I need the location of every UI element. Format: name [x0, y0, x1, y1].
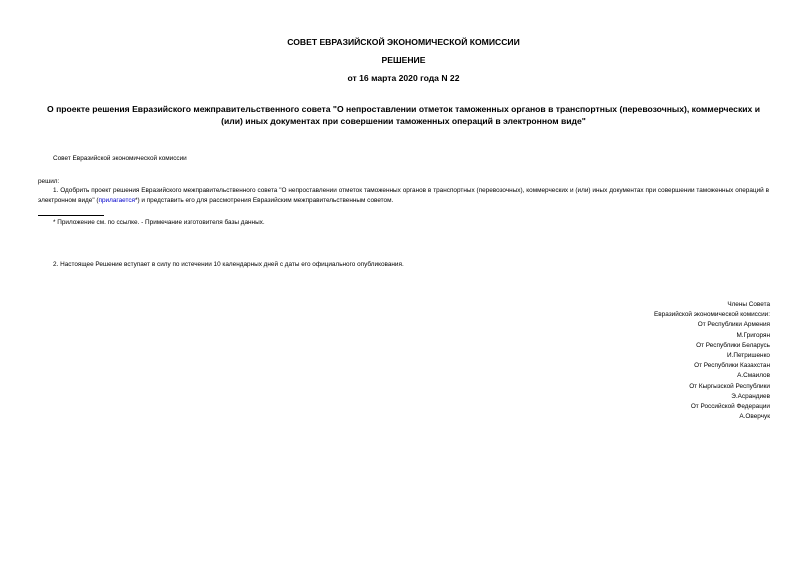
- item-2-paragraph: 2. Настоящее Решение вступает в силу по истечении 10 календарных дней с даты его официального опубликования.: [53, 261, 404, 268]
- signature-title-line-1: Члены Совета: [727, 301, 770, 308]
- member-country-russia: От Российской Федерации: [690, 403, 770, 411]
- member-country-kyrgyzstan: От Кыргызской Республики: [689, 382, 770, 390]
- decision-title: РЕШЕНИЕ: [381, 55, 426, 65]
- signature-block: [654, 300, 770, 422]
- member-name-russia: А.Оверчук: [739, 413, 770, 421]
- signature-title-line-2: Евразийской экономической комиссии:: [654, 311, 770, 319]
- footnote-divider: [38, 215, 104, 216]
- resolved-line: решил:: [38, 178, 60, 185]
- footnote-text: * Приложение см. по ссылке. - Примечание изготовителя базы данных.: [53, 219, 265, 226]
- member-name-armenia: М.Григорян: [736, 331, 770, 339]
- attachment-link[interactable]: прилагается: [98, 197, 135, 204]
- member-name-belarus: И.Петришенко: [727, 352, 770, 360]
- item-1-text-start: 1. Одобрить проект решения Евразийского межправительственного совета "О непроставлении отметок таможенных органов в транспортных (перевозочных), коммерческих и (или) иных документах при совершении таможенных операций в электронном виде" (: [38, 187, 769, 204]
- council-title: СОВЕТ ЕВРАЗИЙСКОЙ ЭКОНОМИЧЕСКОЙ КОМИССИИ: [287, 37, 520, 47]
- decision-subject: О проекте решения Евразийского межправительственного совета "О непроставлении отметок таможенных органов в транспортных (перевозочных), коммерческих и (или) иных документах при совершении таможенных операций в электронном виде": [47, 104, 760, 126]
- issuer-line: Совет Евразийской экономической комиссии: [53, 155, 187, 162]
- member-country-armenia: От Республики Армения: [697, 321, 770, 329]
- member-name-kazakhstan: А.Смаилов: [737, 372, 770, 380]
- member-name-kyrgyzstan: Э.Асрандиев: [731, 392, 770, 400]
- item-1-text-end: *) и представить его для рассмотрения Евразийским межправительственным советом.: [134, 197, 394, 204]
- member-country-belarus: От Республики Беларусь: [696, 341, 770, 349]
- decision-date: от 16 марта 2020 года N 22: [347, 73, 460, 83]
- member-country-kazakhstan: От Республики Казахстан: [694, 362, 770, 370]
- item-1-paragraph: [38, 186, 769, 206]
